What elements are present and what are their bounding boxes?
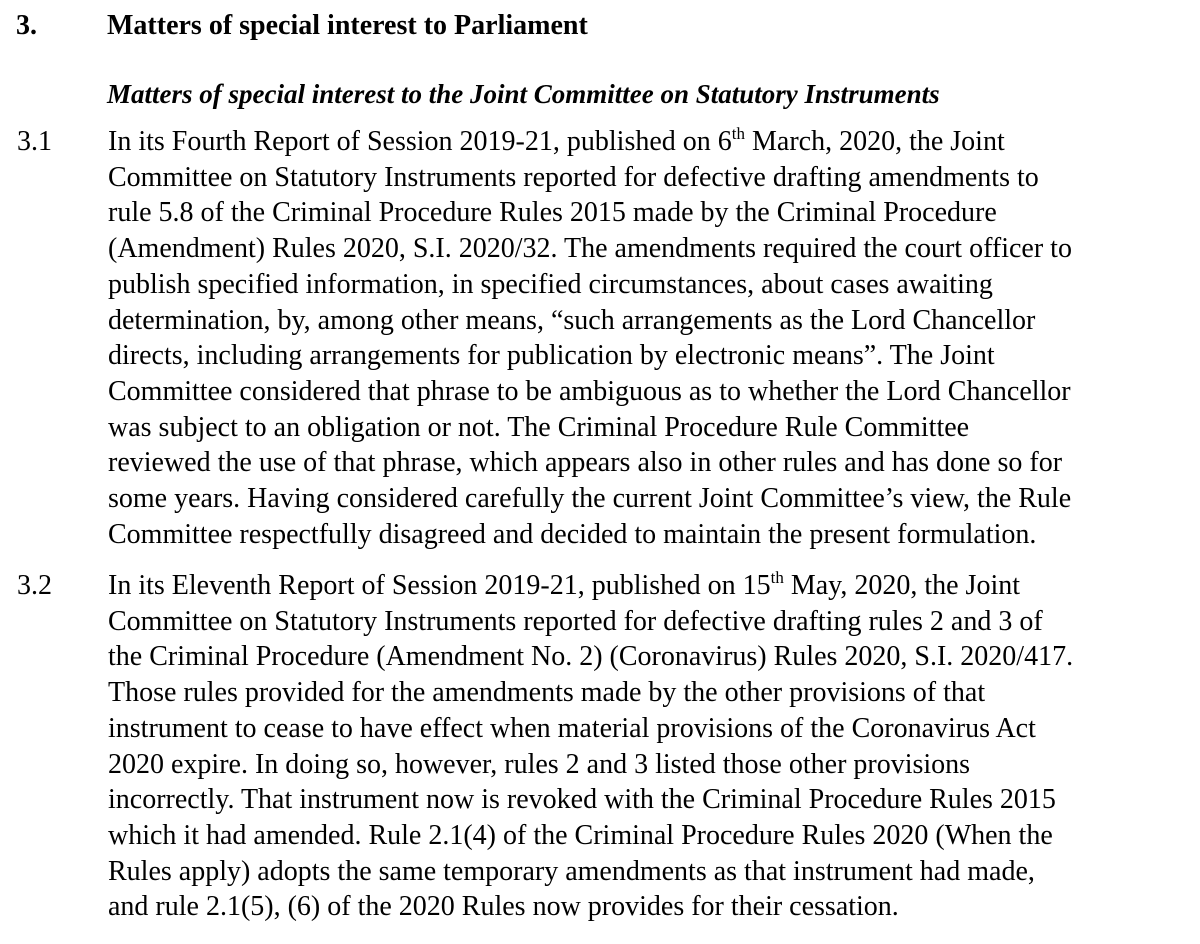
- paragraph-line: the Criminal Procedure (Amendment No. 2) (Coronavirus) Rules 2020, S.I. 2020/417.: [108, 641, 1074, 673]
- paragraph-line: instrument to cease to have effect when material provisions of the Coronavirus Act: [108, 712, 1036, 744]
- paragraph-line: determination, by, among other means, “such arrangements as the Lord Chancellor: [108, 304, 1036, 336]
- line-text: In its Eleventh Report of Session 2019-21, published on 15: [108, 570, 771, 601]
- line-text: March, 2020, the Joint: [745, 126, 1005, 157]
- paragraph-line: some years. Having considered carefully the current Joint Committee’s view, the Rule: [108, 483, 1072, 515]
- paragraph-line: [108, 568, 1188, 604]
- paragraph-line: Those rules provided for the amendments made by the other provisions of that: [108, 677, 986, 709]
- line-text: May, 2020, the Joint: [783, 570, 1021, 601]
- paragraph-line: was subject to an obligation or not. The Criminal Procedure Rule Committee: [108, 411, 970, 443]
- paragraph-line: which it had amended. Rule 2.1(4) of the Criminal Procedure Rules 2020 (When the: [108, 819, 1053, 851]
- paragraph-line: incorrectly. That instrument now is revoked with the Criminal Procedure Rules 2015: [108, 784, 1056, 816]
- paragraph-line: (Amendment) Rules 2020, S.I. 2020/32. The amendments required the court officer to: [108, 233, 1072, 265]
- subheading: Matters of special interest to the Joint Committee on Statutory Instruments: [107, 79, 940, 109]
- paragraph-number: 3.1: [17, 126, 52, 157]
- paragraph-line: directs, including arrangements for publication by electronic means”. The Joint: [108, 340, 995, 372]
- paragraph-number: 3.2: [17, 570, 52, 601]
- ordinal-suffix: th: [770, 568, 784, 587]
- paragraph-line: Committee considered that phrase to be ambiguous as to whether the Lord Chancellor: [108, 375, 1071, 407]
- paragraph-line: Committee on Statutory Instruments reported for defective drafting rules 2 and 3 of: [108, 605, 1043, 637]
- section-number: 3.: [16, 10, 37, 41]
- ordinal-suffix: th: [731, 124, 745, 143]
- paragraph-text: [108, 124, 1188, 552]
- paragraph-line: publish specified information, in specified circumstances, about cases awaiting: [108, 268, 993, 300]
- line-text: In its Fourth Report of Session 2019-21, published on 6: [108, 126, 732, 157]
- paragraph-line: reviewed the use of that phrase, which appears also in other rules and has done so for: [108, 447, 1063, 479]
- paragraph-line: Committee respectfully disagreed and decided to maintain the present formulation.: [108, 518, 1037, 550]
- paragraph-line: Committee on Statutory Instruments reported for defective drafting amendments to: [108, 161, 1039, 193]
- section-title: Matters of special interest to Parliament: [107, 10, 588, 41]
- paragraph-line: Rules apply) adopts the same temporary amendments as that instrument had made,: [108, 855, 1035, 887]
- paragraph-line: 2020 expire. In doing so, however, rules 2 and 3 listed those other provisions: [108, 748, 971, 780]
- paragraph-line: and rule 2.1(5), (6) of the 2020 Rules now provides for their cessation.: [108, 891, 899, 923]
- paragraph-line: [108, 124, 1188, 160]
- paragraph-text: [108, 568, 1188, 925]
- paragraph-line: rule 5.8 of the Criminal Procedure Rules 2015 made by the Criminal Procedure: [108, 197, 997, 229]
